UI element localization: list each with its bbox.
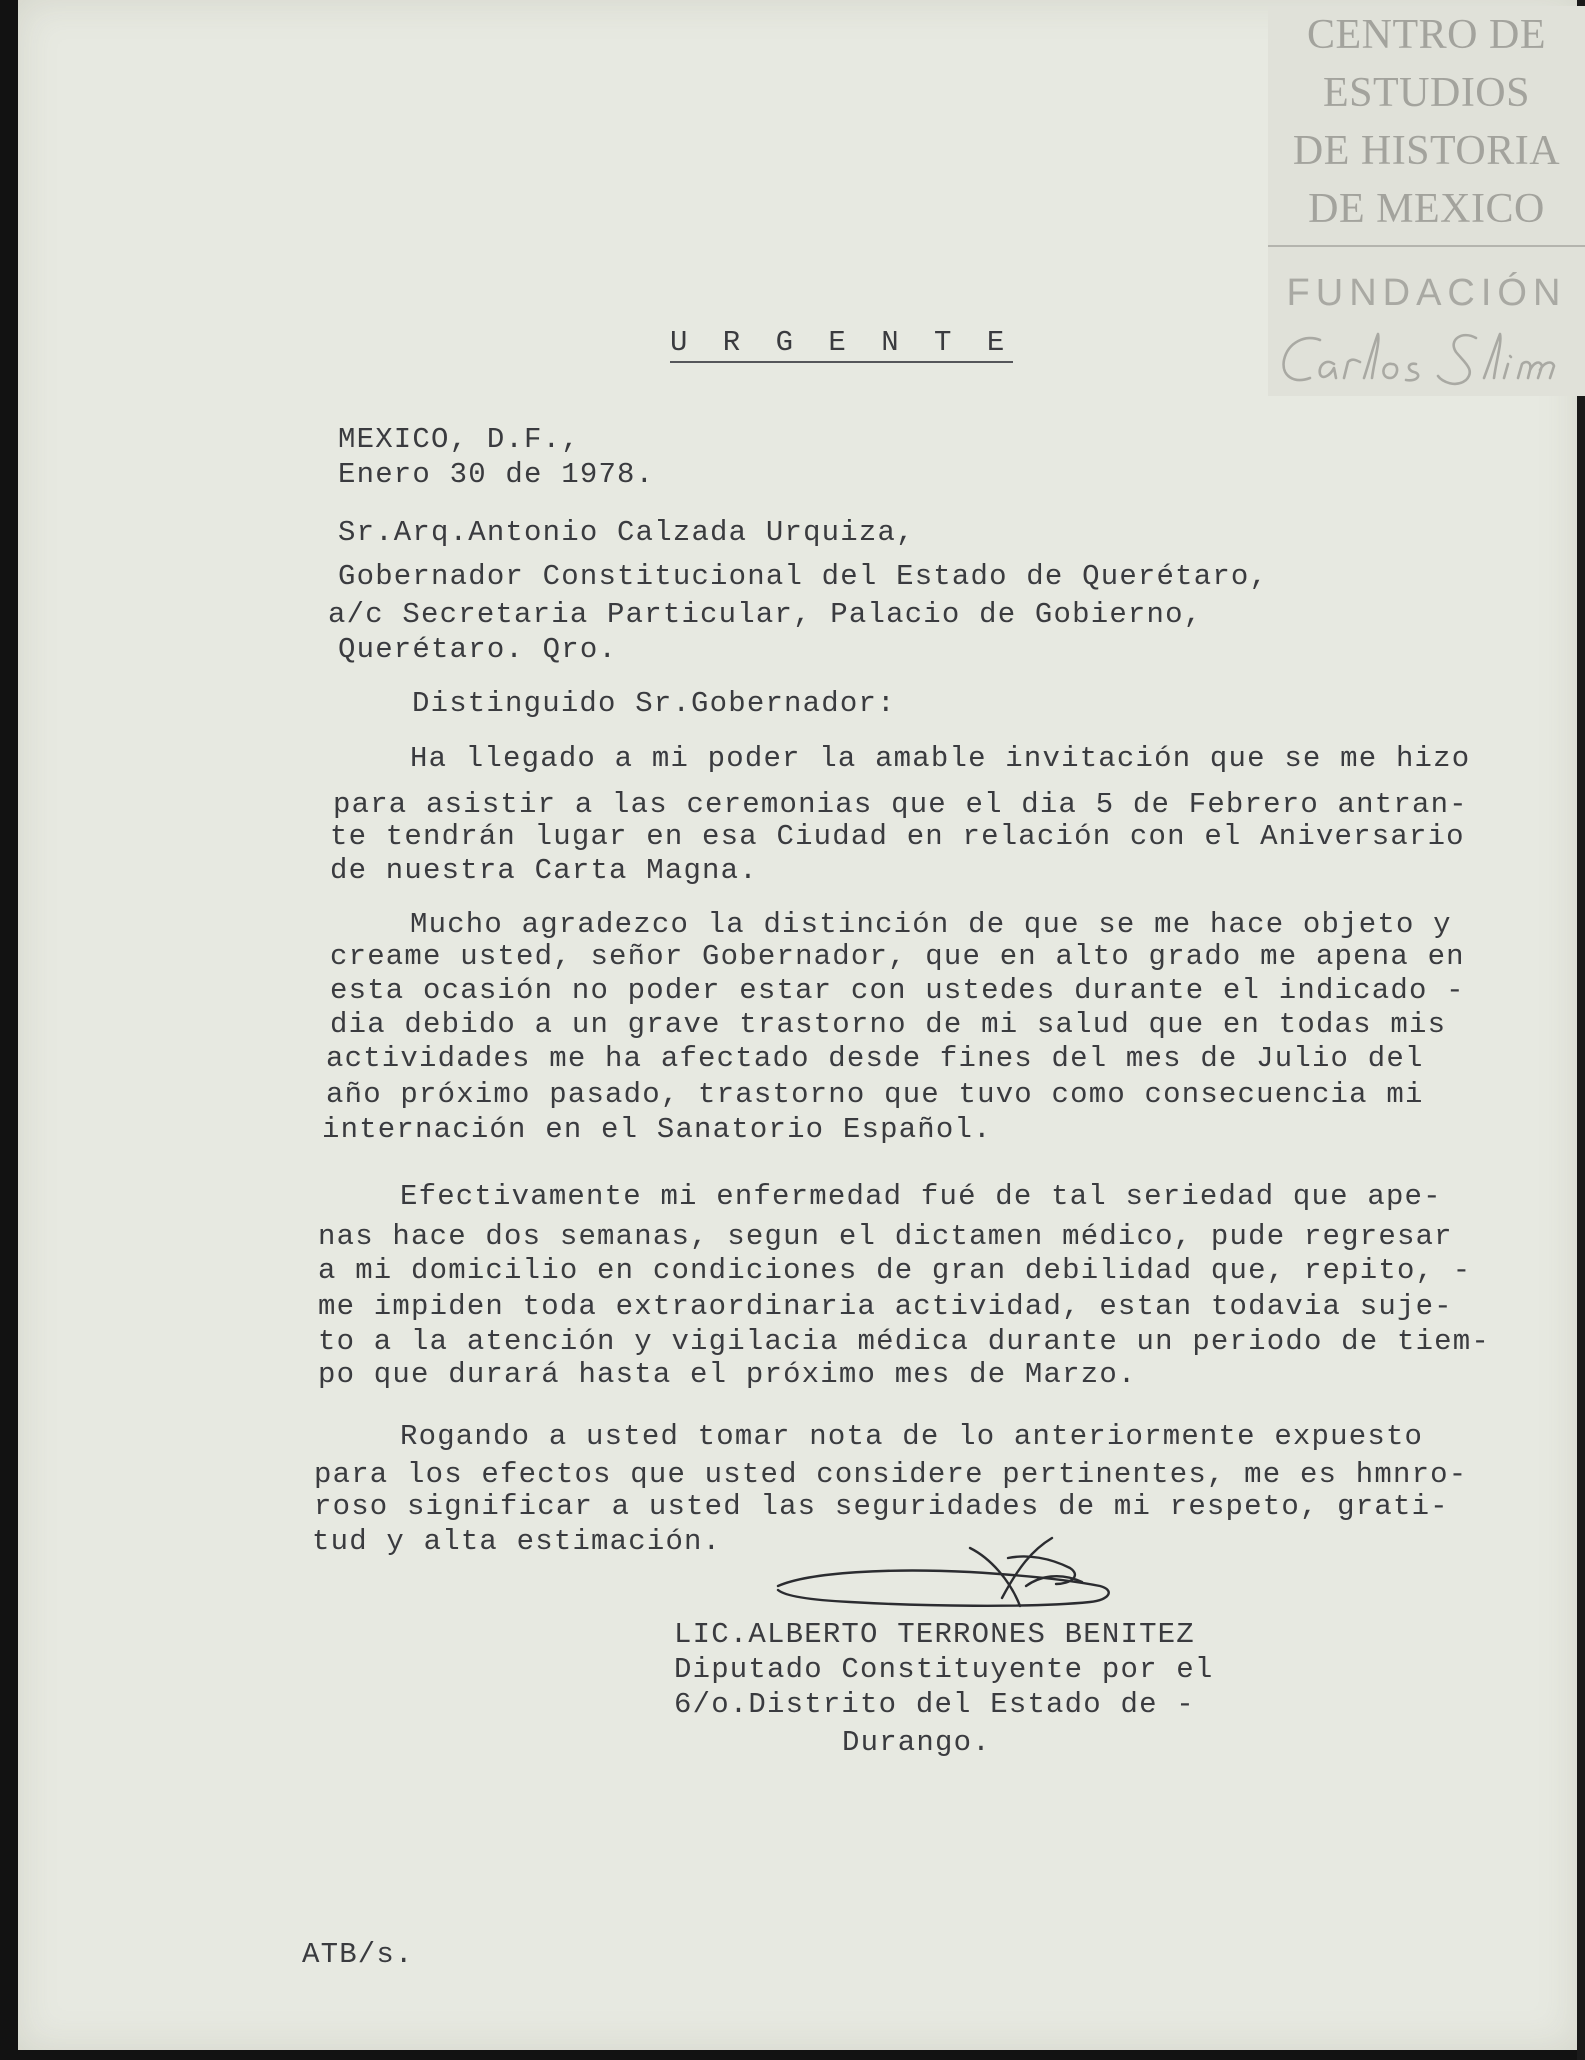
body-line: dia debido a un grave trastorno de mi salud que en todas mis (330, 1008, 1447, 1041)
archive-watermark (1268, 6, 1585, 396)
body-line: internación en el Sanatorio Español. (322, 1113, 992, 1146)
sender-line: LIC.ALBERTO TERRONES BENITEZ (674, 1618, 1195, 1651)
reference-initials: ATB/s. (302, 1938, 414, 1971)
letter-place: MEXICO, D.F., (338, 423, 580, 456)
body-line: actividades me ha afectado desde fines del mes de Julio del (326, 1042, 1424, 1075)
letter-heading: U R G E N T E (670, 328, 1013, 363)
body-line: te tendrán lugar en esa Ciudad en relación con el Aniversario (330, 820, 1465, 853)
body-line: tud y alta estimación. (312, 1525, 722, 1558)
recipient-line: Gobernador Constitucional del Estado de Querétaro, (338, 560, 1269, 593)
body-line: para los efectos que usted considere pertinentes, me es hmnro- (314, 1458, 1468, 1491)
body-line: Efectivamente mi enfermedad fué de tal seriedad que ape- (400, 1180, 1442, 1213)
body-line: año próximo pasado, trastorno que tuvo como consecuencia mi (326, 1078, 1424, 1111)
handwritten-signature (770, 1528, 1125, 1623)
body-line: nas hace dos semanas, segun el dictamen médico, pude regresar (318, 1220, 1453, 1253)
body-line: Rogando a usted tomar nota de lo anteriormente expuesto (400, 1420, 1424, 1453)
watermark-line: CENTRO DE (1307, 12, 1546, 58)
watermark-line: ESTUDIOS (1322, 70, 1530, 116)
body-line: esta ocasión no poder estar con ustedes durante el indicado - (330, 974, 1465, 1007)
watermark-line: DE HISTORIA (1292, 128, 1561, 174)
recipient-line: a/c Secretaria Particular, Palacio de Gobierno, (328, 598, 1203, 631)
watermark-divider (1268, 245, 1585, 247)
letter-date: Enero 30 de 1978. (338, 458, 655, 491)
recipient-line: Querétaro. Qro. (338, 633, 618, 666)
sender-line: Durango. (842, 1726, 991, 1759)
body-line: para asistir a las ceremonias que el dia 5 de Febrero antran- (333, 788, 1468, 821)
watermark-line: DE MEXICO (1308, 186, 1545, 232)
sender-line: 6/o.Distrito del Estado de - (674, 1688, 1195, 1721)
body-line: po que durará hasta el próximo mes de Marzo. (318, 1358, 1137, 1391)
salutation: Distinguido Sr.Gobernador: (412, 687, 896, 720)
body-line: de nuestra Carta Magna. (330, 854, 758, 887)
body-line: to a la atención y vigilacia médica durante un periodo de tiem- (318, 1325, 1490, 1358)
body-line: Mucho agradezco la distinción de que se me hace objeto y (410, 908, 1452, 941)
body-line: Ha llegado a mi poder la amable invitación que se me hizo (410, 742, 1471, 775)
sender-line: Diputado Constituyente por el (674, 1653, 1214, 1686)
recipient-line: Sr.Arq.Antonio Calzada Urquiza, (338, 516, 915, 549)
carlos-slim-signature-logo (1276, 326, 1585, 396)
watermark-fundacion: FUNDACIÓN (1286, 272, 1567, 314)
body-line: roso significar a usted las seguridades de mi respeto, grati- (314, 1490, 1449, 1523)
body-line: creame usted, señor Gobernador, que en alto grado me apena en (330, 940, 1465, 973)
body-line: a mi domicilio en condiciones de gran debilidad que, repito, - (318, 1254, 1472, 1287)
body-line: me impiden toda extraordinaria actividad, estan todavia suje- (318, 1290, 1453, 1323)
